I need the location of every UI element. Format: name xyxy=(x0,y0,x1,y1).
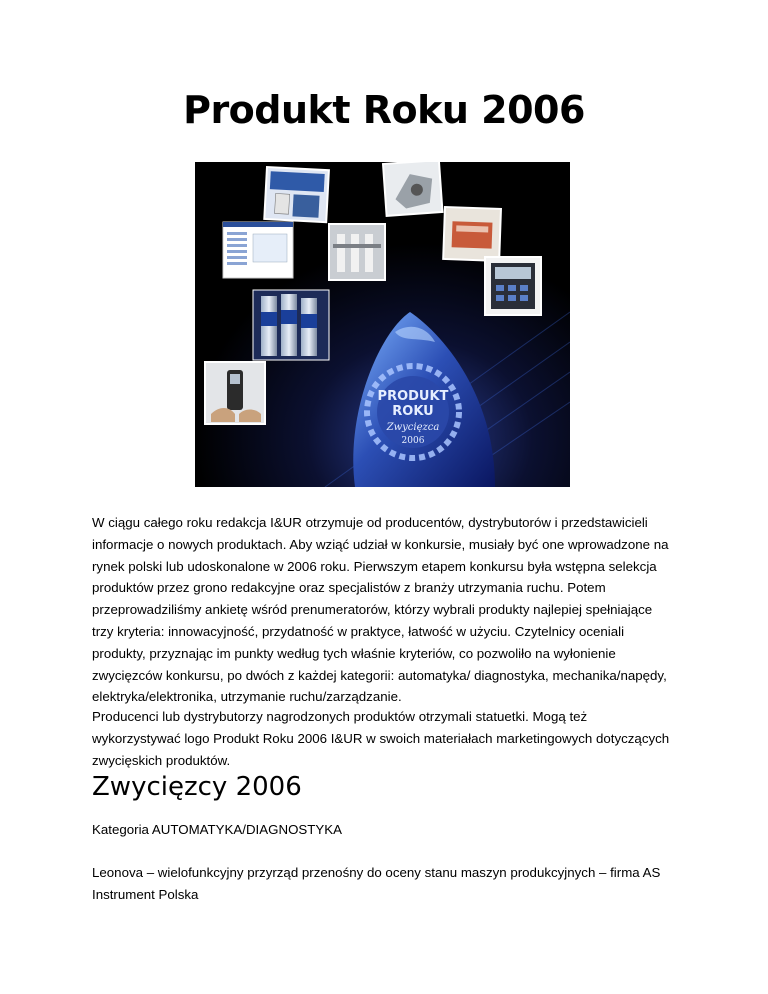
winner-entry: Leonova – wielofunkcyjny przyrząd przenośny do oceny stanu maszyn produkcyjnych – firma AS Instrument Polska xyxy=(92,865,661,902)
product-tile-handheld xyxy=(205,362,265,424)
trophy-text-line3: Zwycięzca xyxy=(386,422,440,433)
product-tile-software xyxy=(264,167,329,222)
trophy-text-line1: PRODUKT xyxy=(377,389,449,404)
trophy-text-line2: ROKU xyxy=(392,404,434,419)
product-tile-screenshot xyxy=(223,222,293,278)
product-tile-relay xyxy=(443,207,501,261)
product-tile-connector xyxy=(383,162,442,216)
page-title: Produkt Roku 2006 xyxy=(183,88,585,132)
product-tile-sprays xyxy=(253,290,329,360)
statuette-paragraph: Producenci lub dystrybutorzy nagrodzonych produktów otrzymali statuetki. Mogą też wykorzystywać logo Produkt Roku 2006 I&UR w swoich materiałach marketingowych dotyczących zwycięskich produktów. xyxy=(92,709,670,768)
collage-graphic xyxy=(195,162,570,487)
intro-paragraph: W ciągu całego roku redakcja I&UR otrzymuje od producentów, dystrybutorów i przedstawicieli informacje o nowych produktach. Aby wziąć udział w konkursie, musiały być one wprowadzone na rynek polski lub udoskonalone w 2006 roku. Pierwszym etapem konkursu była wstępna selekcja produktów przez grono redakcyjne oraz specjalistów z branży utrzymania ruchu. Potem przeprowadziliśmy ankietę wśród prenumeratorów, którzy wybrali produkty najlepiej spełniające trzy kryteria: innowacyjność, przydatność w praktyce, łatwość w użyciu. Czytelnicy oceniali produkty, przyznając im punkty według tych właśnie kryteriów, co pozwoliło na wyłonienie zwycięzców konkursu, po dwóch z każdej kategorii: automatyka/ diagnostyka, mechanika/napędy, elektryka/elektronika, utrzymanie ruchu/zarządzanie. xyxy=(92,515,669,705)
trophy-year: 2006 xyxy=(401,436,425,446)
product-tile-machine xyxy=(329,224,385,280)
winners-heading: Zwycięzcy 2006 xyxy=(92,772,302,802)
product-collage-image xyxy=(195,162,570,487)
product-tile-controller xyxy=(485,257,541,315)
category-label: Kategoria AUTOMATYKA/DIAGNOSTYKA xyxy=(92,822,343,837)
